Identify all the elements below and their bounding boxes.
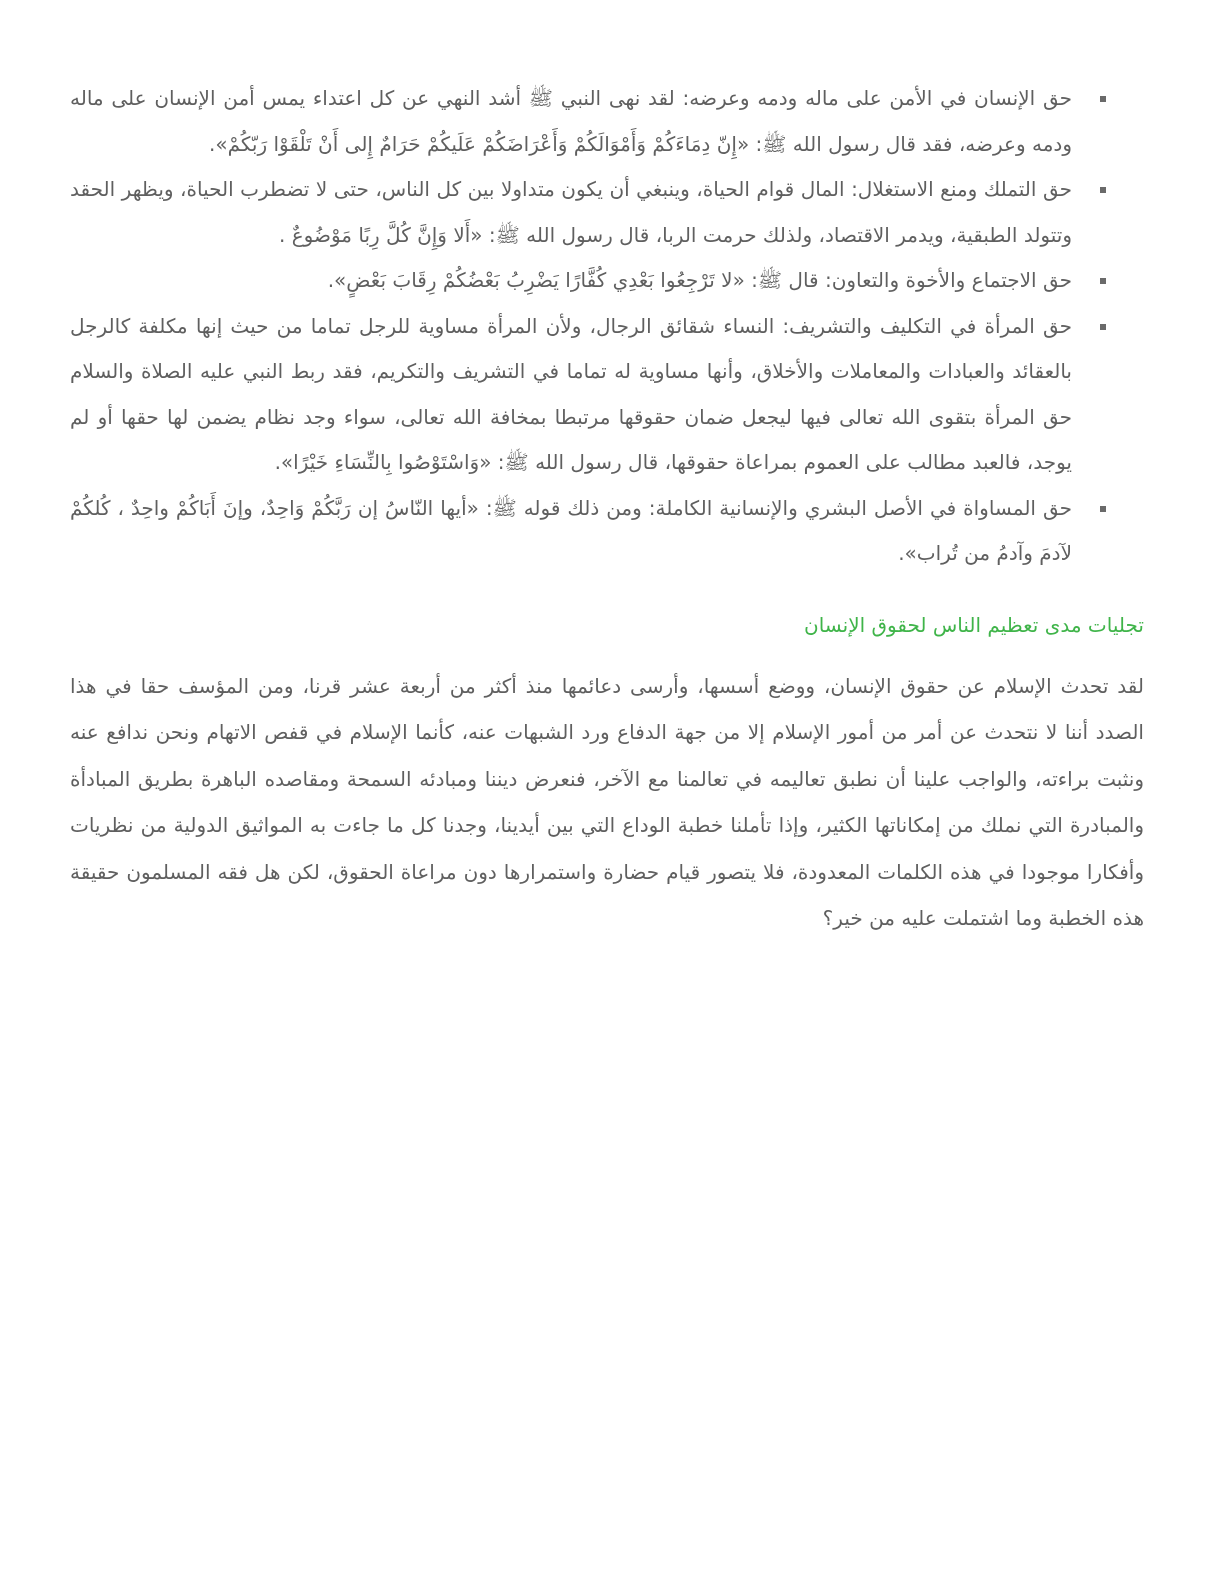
body-paragraph: لقد تحدث الإسلام عن حقوق الإنسان، ووضع أسسها، وأرسى دعائمها منذ أكثر من أربعة عشر قرنا، ومن المؤسف حقا في هذا الصدد أننا لا نتحدث عن أمر من أمور الإسلام إلا من جهة الدفاع ورد الشبهات عنه، كأنما الإسلام في قفص الاتهام ونحن ندافع عنه ونثبت براءته، والواجب علينا أن نطبق تعاليمه في تعالمنا مع الآخر، فنعرض ديننا ومبادئه السمحة ومقاصده الباهرة بطريق المبادأة والمبادرة التي نملك من إمكاناتها الكثير، وإذا تأملنا خطبة الوداع التي بين أيدينا، وجدنا كل ما جاءت به المواثيق الدولية من نظريات وأفكارا موجودا في هذه الكلمات المعدودة، فلا يتصور قيام حضارة واستمرارها دون مراعاة الحقوق، لكن هل فقه المسلمون حقيقة هذه الخطبة وما اشتملت عليه من خير؟ [70, 673, 1144, 930]
bullet-text: حق الاجتماع والأخوة والتعاون: قال ﷺ: «لا تَرْجِعُوا بَعْدِي كُفَّارًا يَضْرِبُ بَعْضُكُمْ رِقَابَ بَعْضٍ». [327, 268, 1072, 292]
bullet-text: حق المرأة في التكليف والتشريف: النساء شقائق الرجال، ولأن المرأة مساوية للرجل تماما من حيث إنها مكلفة كالرجل بالعقائد والعبادات والمعاملات والأخلاق، وأنها مساوية له تماما في التشريف والتكريم، فقد ربط النبي عليه الصلاة والسلام حق المرأة بتقوى الله تعالى فيها ليجعل ضمان حقوقها مرتبطا بمخافة الله تعالى، سواء وجد نظام يضمن لها حقها أو لم يوجد، فالعبد مطالب على العموم بمراعاة حقوقها، قال رسول الله ﷺ: «وَاسْتَوْصُوا بِالنِّسَاءِ خَيْرًا». [70, 313, 1072, 474]
bullet-item-equality-right [70, 486, 1144, 577]
document-page [70, 76, 1144, 942]
bullet-text: حق المساواة في الأصل البشري والإنسانية الكاملة: ومن ذلك قوله ﷺ: «أيها النّاسُ إن رَبَّكُمْ وَاحِدٌ، وإنَ أَبَاكُمْ واحِدٌ ، كُلكُمْ لآدمَ وآدمُ من تُراب». [70, 495, 1072, 565]
bullet-item-brotherhood-right [70, 258, 1144, 304]
square-bullet-icon [1100, 506, 1106, 512]
square-bullet-icon [1100, 324, 1106, 330]
bullet-item-ownership-right [70, 167, 1144, 258]
bullet-item-women-right [70, 304, 1144, 486]
section-heading: تجليات مدى تعظيم الناس لحقوق الإنسان [804, 612, 1144, 637]
rights-bullet-list [70, 76, 1144, 577]
square-bullet-icon [1100, 187, 1106, 193]
bullet-text: حق التملك ومنع الاستغلال: المال قوام الحياة، وينبغي أن يكون متداولا بين كل الناس، حتى لا تضطرب الحياة، ويظهر الحقد وتتولد الطبقية، ويدمر الاقتصاد، ولذلك حرمت الربا، قال رسول الله ﷺ: «أَلا وَإِنَّ كُلَّ رِبًا مَوْضُوعٌ . [70, 177, 1072, 247]
bullet-item-security-right [70, 76, 1144, 167]
square-bullet-icon [1100, 278, 1106, 284]
bullet-text: حق الإنسان في الأمن على ماله ودمه وعرضه: لقد نهى النبي ﷺ أشد النهي عن كل اعتداء يمس أمن الإنسان على ماله ودمه وعرضه، فقد قال رسول الله ﷺ: «إِنّ دِمَاءَكُمْ وَأَمْوَالَكُمْ وَأَعْرَاضَكُمْ عَلَيكُمْ حَرَامٌ إِلى أَنْ تَلْقَوْا رَبّكُمْ». [70, 86, 1072, 156]
square-bullet-icon [1100, 96, 1106, 102]
